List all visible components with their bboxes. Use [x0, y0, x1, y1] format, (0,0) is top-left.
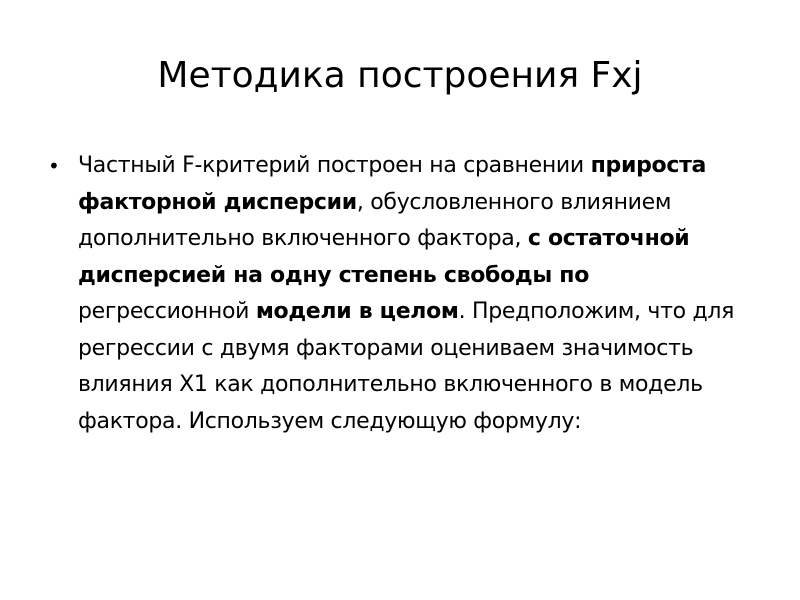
bold-text-run: модели в целом: [255, 299, 459, 324]
text-run: регрессионной: [78, 299, 256, 324]
bullet-item: [40, 148, 760, 440]
text-run: . Предположим, что для регрессии с двумя факторами оцениваем значимость влияния X1 как дополнительно включенного в модель фактора. Используем следующую формулу:: [78, 299, 735, 434]
bullet-icon: •: [48, 154, 60, 178]
text-run: , обусловленного влиянием дополнительно включенного фактора,: [78, 189, 672, 251]
bold-text-run: с остаточной дисперсией на одну степень свободы по: [78, 226, 690, 288]
text-run: Частный F-критерий построен на сравнении: [78, 153, 591, 178]
bold-text-run: прироста факторной дисперсии: [78, 153, 707, 215]
bullet-text: [78, 153, 734, 434]
slide-content: [40, 148, 760, 440]
slide-title: Методика построения Fxj: [157, 55, 643, 96]
